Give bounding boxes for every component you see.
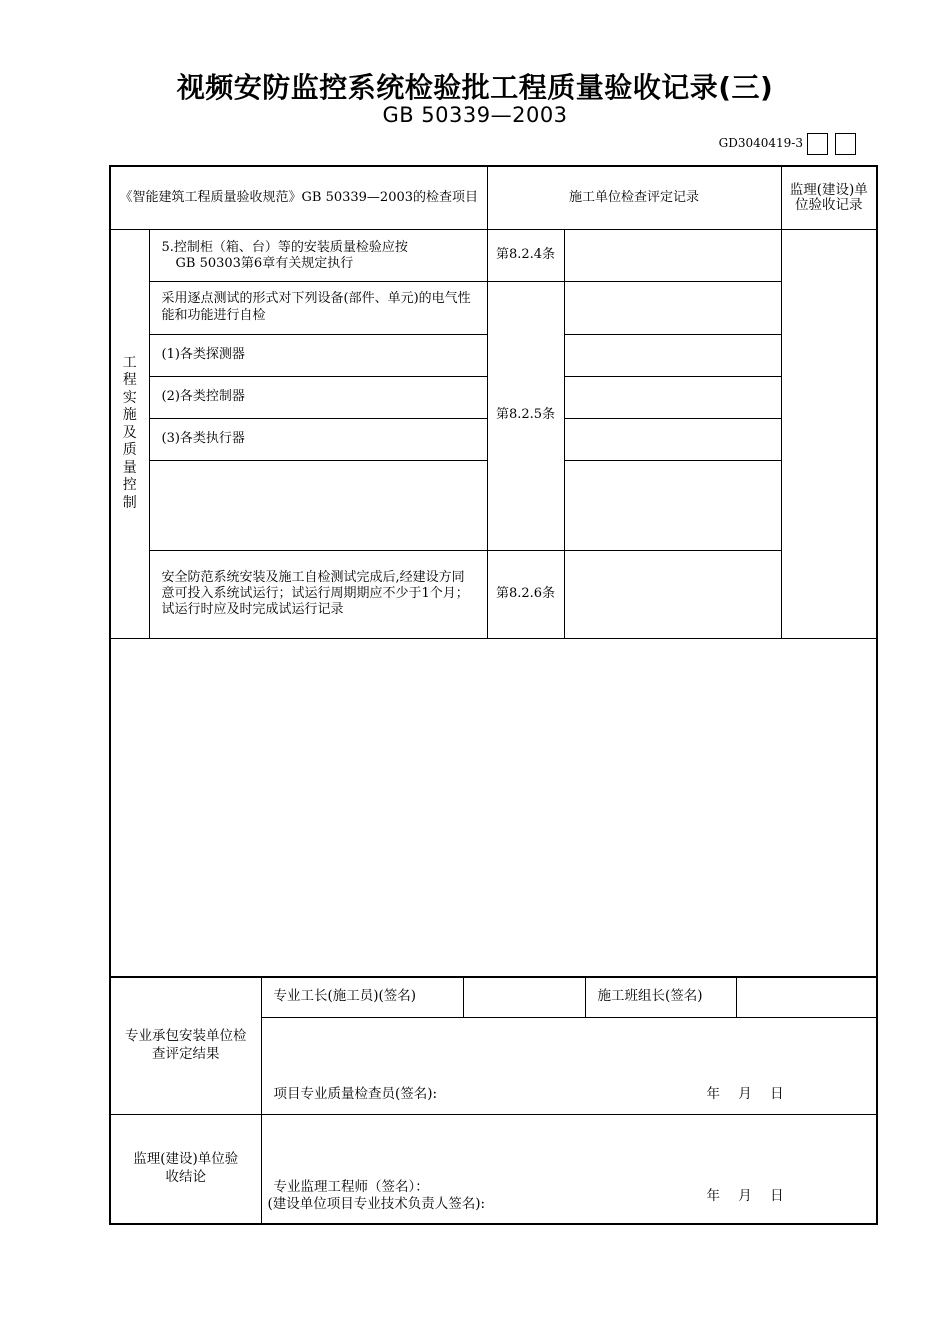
remarks-area[interactable] (110, 638, 877, 977)
supervisor-record-cell[interactable] (781, 229, 877, 638)
inspection-table (109, 165, 878, 978)
foreman-signature-field[interactable] (463, 977, 585, 1017)
record-controllers[interactable] (564, 376, 781, 418)
team-leader-signature-field[interactable] (736, 977, 877, 1017)
team-leader-signature-label: 施工班组长(签名) (585, 977, 736, 1017)
item-actuators: (3)各类执行器 (149, 418, 487, 460)
clause-8-2-6: 第8.2.6条 (487, 550, 564, 638)
record-actuators[interactable] (564, 418, 781, 460)
item-point-test: 采用逐点测试的形式对下列设备(部件、单元)的电气性能和功能进行自检 (149, 281, 487, 334)
record-point-test[interactable] (564, 281, 781, 334)
record-blank[interactable] (564, 460, 781, 550)
item-control-cabinet: 5.控制柜（箱、台）等的安装质量检验应按 GB 50303第6章有关规定执行 (149, 229, 487, 281)
record-detectors[interactable] (564, 334, 781, 376)
inspector-signature-label: 项目专业质量检查员(签名): (273, 1085, 438, 1102)
item-detectors: (1)各类探测器 (149, 334, 487, 376)
standard-code: GB 50339—2003 (382, 103, 568, 127)
clause-8-2-5: 第8.2.5条 (487, 281, 564, 550)
section-label: 工 程 实 施 及 质 量 控 制 (110, 229, 149, 638)
form-code: GD3040419-3 (718, 136, 803, 150)
item-controllers: (2)各类控制器 (149, 376, 487, 418)
supervisor-conclusion-label: 监理(建设)单位验收结论 (110, 1114, 261, 1224)
acceptance-date-label: 年 月 日 (706, 1188, 784, 1205)
item-blank (149, 460, 487, 550)
supervisor-signature-area[interactable] (261, 1114, 877, 1224)
record-control-cabinet[interactable] (564, 229, 781, 281)
header-supervisor-record: 监理(建设)单位验收记录 (781, 166, 877, 229)
header-check-items: 《智能建筑工程质量验收规范》GB 50339—2003的检查项目 (110, 166, 487, 229)
inspection-date-label: 年 月 日 (706, 1085, 784, 1102)
clause-8-2-4: 第8.2.4条 (487, 229, 564, 281)
header-contractor-record: 施工单位检查评定记录 (487, 166, 781, 229)
signature-table (109, 976, 878, 1225)
item-trial-run: 安全防范系统安装及施工自检测试完成后,经建设方同意可投入系统试运行；试运行周期期应不少于1个月；试运行时应及时完成试运行记录 (149, 550, 487, 638)
engineer-signature-label: 专业监理工程师（签名）： (建设单位项目专业技术负责人签名): (267, 1178, 486, 1213)
form-number-box-1[interactable] (807, 133, 828, 155)
contractor-result-label: 专业承包安装单位检查评定结果 (110, 977, 261, 1114)
form-number-box-2[interactable] (835, 133, 856, 155)
foreman-signature-label: 专业工长(施工员)(签名) (261, 977, 463, 1017)
page-title: 视频安防监控系统检验批工程质量验收记录(三) (176, 71, 774, 104)
record-trial-run[interactable] (564, 550, 781, 638)
inspector-signature-area[interactable] (261, 1017, 877, 1114)
